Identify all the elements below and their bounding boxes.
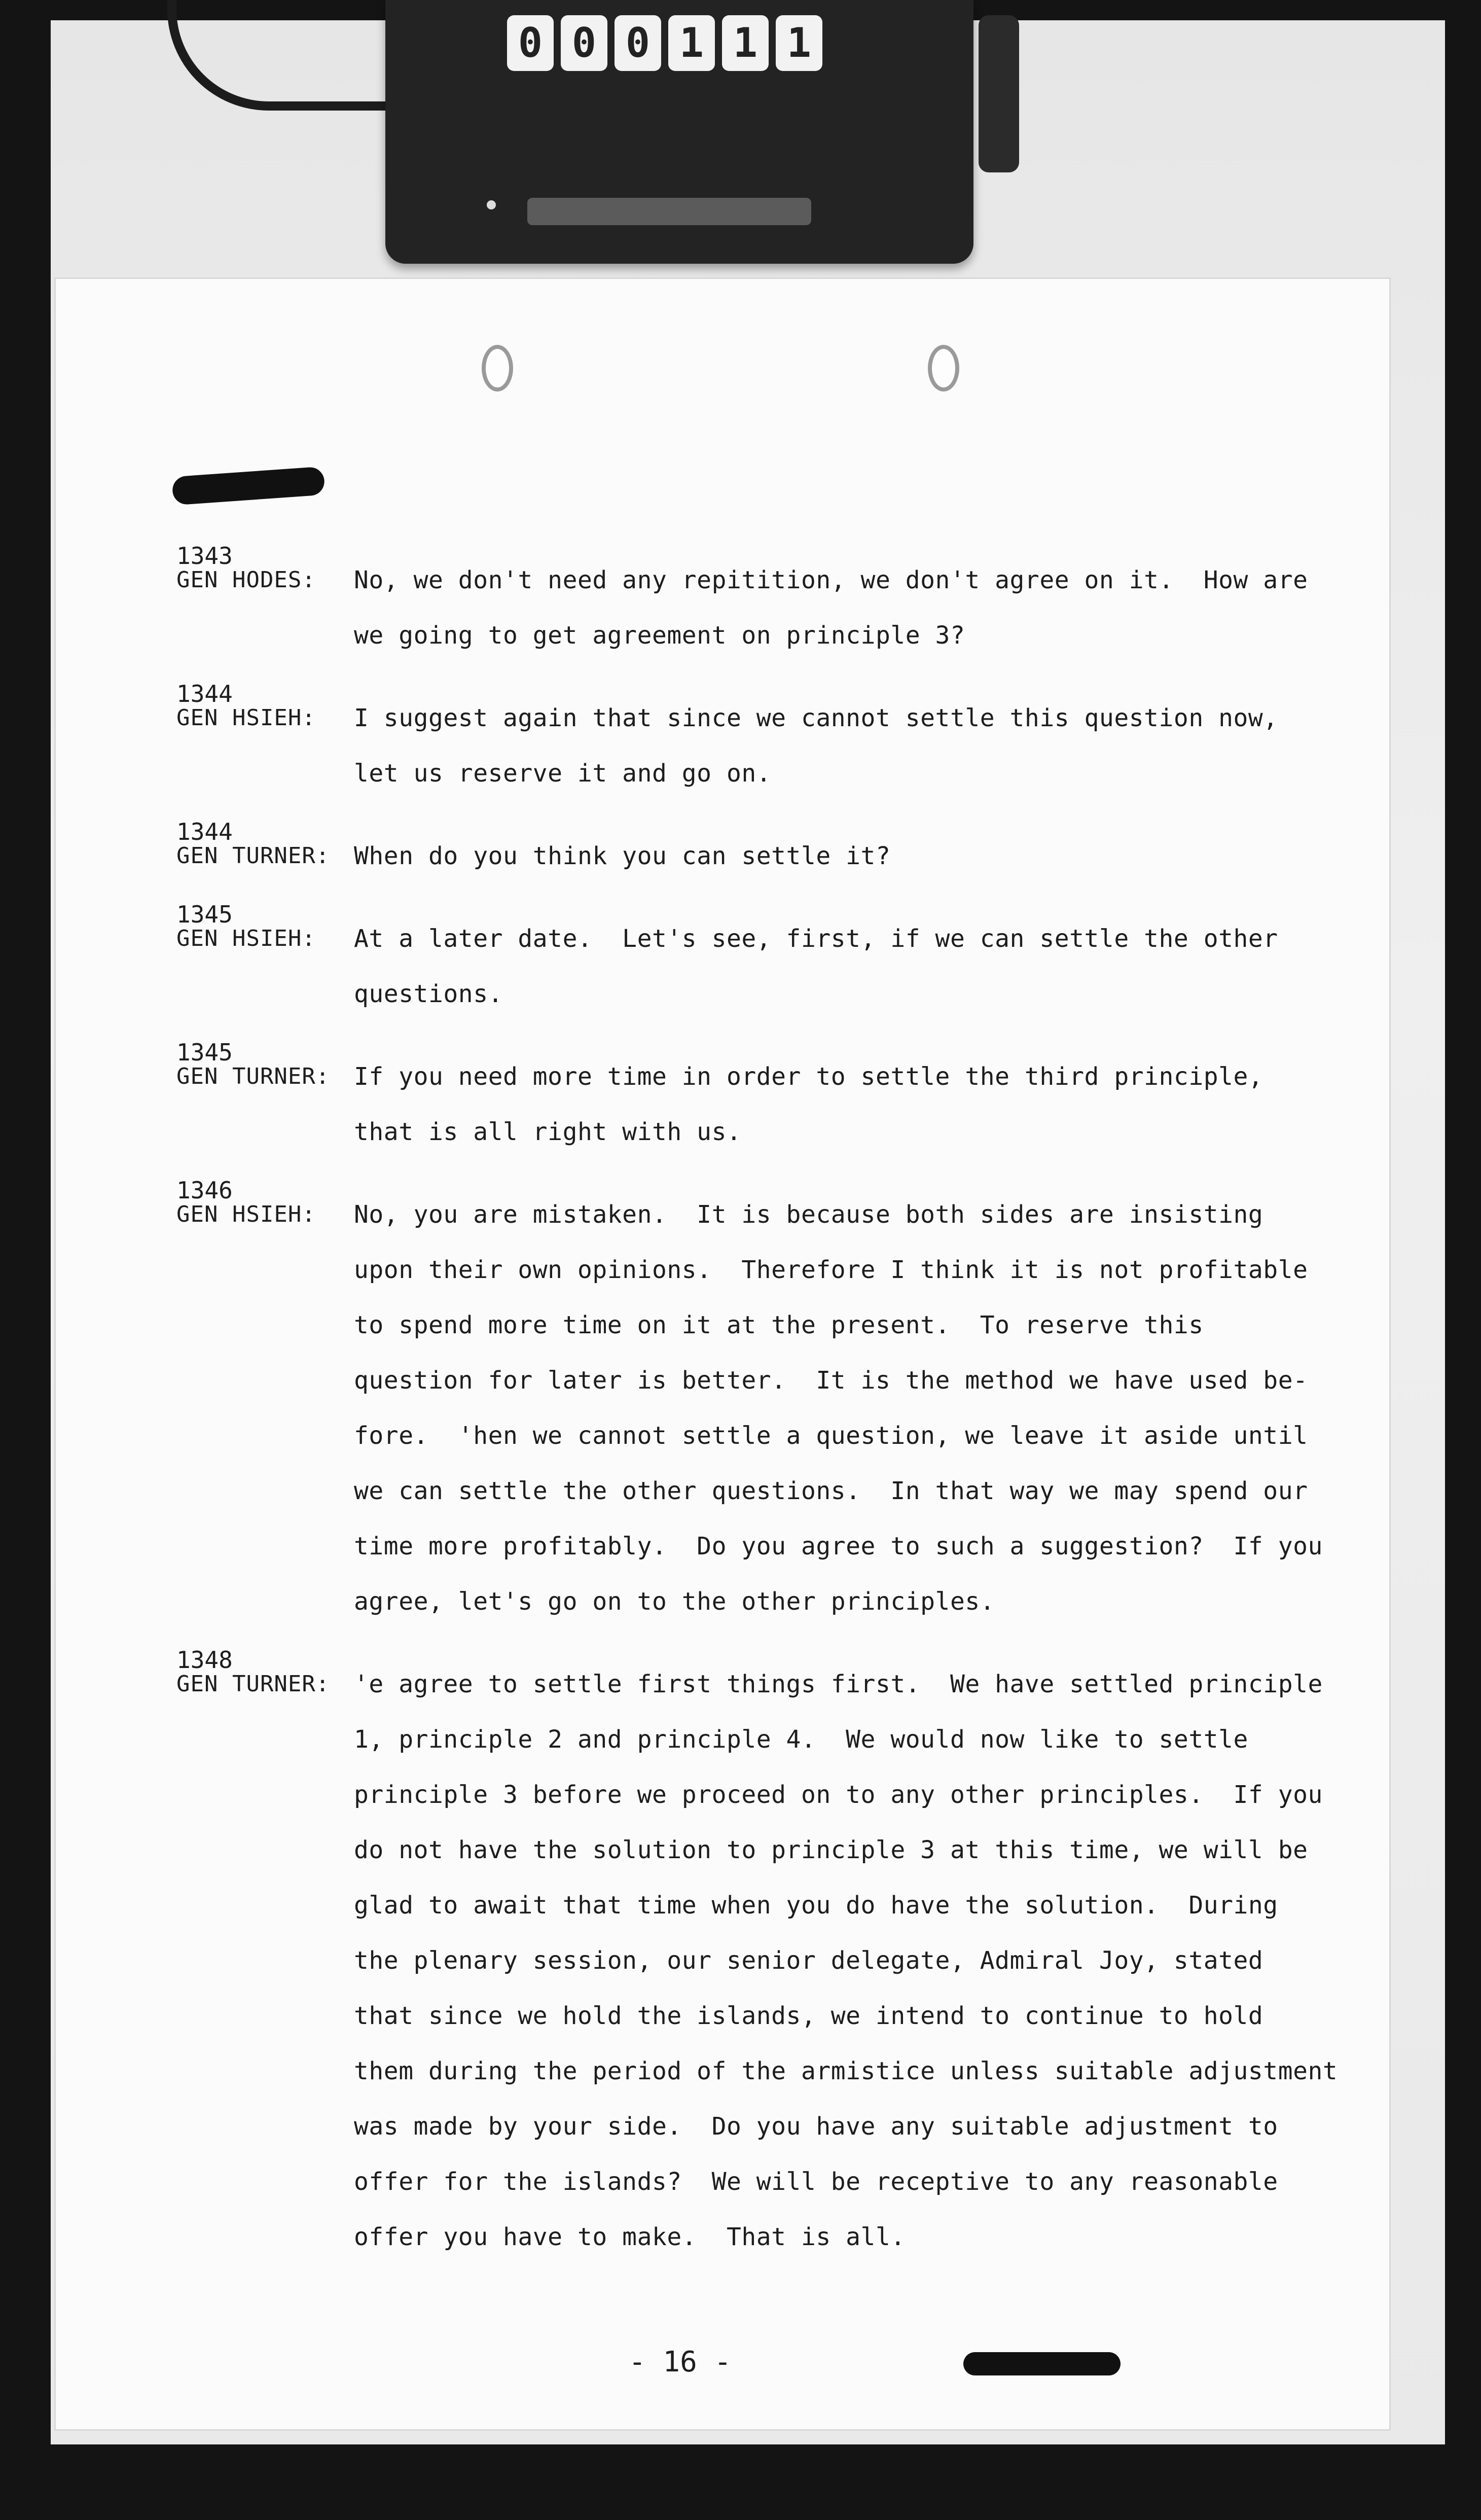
counter-digit: 0 [561,15,607,71]
statement-line: them during the period of the armistice unless suitable adjustment [354,2057,1338,2085]
entry-number: 1345 [176,901,233,928]
speaker-label: GEN TURNER: [176,1063,330,1089]
punch-hole-right [928,345,959,392]
statement-line: No, we don't need any repitition, we don't agree on it. How are [354,566,1308,594]
transcript-page [56,279,1389,2429]
statement-line: question for later is better. It is the method we have used be- [354,1366,1308,1395]
counter-digit: 1 [776,15,822,71]
entry-number: 1343 [176,542,233,570]
entry-number: 1344 [176,818,233,845]
counter-indicator [487,200,496,209]
entry-number: 1346 [176,1177,233,1204]
statement-text [354,829,1343,884]
entry-number: 1344 [176,680,233,707]
transcript-entries [176,543,1343,2282]
transcript-entry [176,681,1343,801]
statement-line: we can settle the other questions. In that way we may spend our [354,1477,1308,1505]
statement-line: that since we hold the islands, we intend to continue to hold [354,2002,1263,2030]
statement-line: agree, let's go on to the other principles. [354,1587,995,1616]
entry-body [176,1200,1343,1629]
entry-body [176,1062,1343,1160]
speaker-label: GEN TURNER: [176,1671,330,1697]
statement-line: questions. [354,980,503,1008]
statement-text [354,1657,1343,2265]
entry-body [176,1670,1343,2265]
redaction-mark-top [171,467,325,506]
statement-line: 'e agree to settle first things first. We have settled principle [354,1670,1323,1698]
speaker-label: GEN HSIEH: [176,1201,316,1227]
speaker-label: GEN TURNER: [176,843,330,869]
statement-text [354,1049,1343,1160]
statement-line: to spend more time on it at the present. To reserve this [354,1311,1204,1339]
counter-digit: 1 [722,15,769,71]
entry-body [176,566,1343,663]
transcript-entry [176,1039,1343,1160]
statement-line: I suggest again that since we cannot settle this question now, [354,704,1278,732]
redaction-mark-bottom [963,2352,1121,2375]
counter-digit: 0 [615,15,661,71]
statement-text [354,553,1343,663]
transcript-entry [176,543,1343,663]
statement-line: upon their own opinions. Therefore I think it is not profitable [354,1256,1308,1284]
statement-text [354,1187,1343,1629]
transcript-entry [176,1647,1343,2265]
entry-body [176,704,1343,801]
entry-body [176,842,1343,884]
statement-line: No, you are mistaken. It is because both sides are insisting [354,1200,1263,1229]
statement-line: principle 3 before we proceed on to any other principles. If you [354,1781,1323,1809]
statement-line: offer you have to make. That is all. [354,2223,906,2251]
transcript-entry [176,901,1343,1022]
statement-text [354,911,1343,1022]
statement-line: If you need more time in order to settle the third principle, [354,1062,1263,1091]
counter-knob [979,15,1019,172]
entry-number: 1348 [176,1646,233,1674]
transcript-entry [176,1177,1343,1629]
statement-line: do not have the solution to principle 3 at this time, we will be [354,1836,1308,1864]
counter-digit: 1 [668,15,715,71]
counter-digit: 0 [507,15,554,71]
statement-text [354,691,1343,801]
speaker-label: GEN HODES: [176,567,316,593]
statement-line: 1, principle 2 and principle 4. We would now like to settle [354,1725,1248,1754]
statement-line: glad to await that time when you do have the solution. During [354,1891,1278,1920]
statement-line: was made by your side. Do you have any suitable adjustment to [354,2112,1278,2141]
statement-line: At a later date. Let's see, first, if we can settle the other [354,925,1278,953]
entry-body [176,925,1343,1022]
transcript-entry [176,819,1343,884]
speaker-label: GEN HSIEH: [176,926,316,951]
statement-line: let us reserve it and go on. [354,759,772,788]
statement-line: offer for the islands? We will be receptive to any reasonable [354,2168,1278,2196]
punch-hole-left [482,345,513,392]
statement-line: we going to get agreement on principle 3? [354,621,965,650]
statement-line: that is all right with us. [354,1118,742,1146]
frame-counter-digits [507,15,822,76]
entry-number: 1345 [176,1039,233,1066]
statement-line: the plenary session, our senior delegate, Admiral Joy, stated [354,1946,1263,1975]
statement-line: When do you think you can settle it? [354,842,891,870]
page-number: - 16 - [629,2346,732,2379]
statement-line: fore. 'hen we cannot settle a question, we leave it aside until [354,1422,1308,1450]
statement-line: time more profitably. Do you agree to such a suggestion? If you [354,1532,1323,1560]
speaker-label: GEN HSIEH: [176,705,316,731]
counter-plate [527,198,811,225]
